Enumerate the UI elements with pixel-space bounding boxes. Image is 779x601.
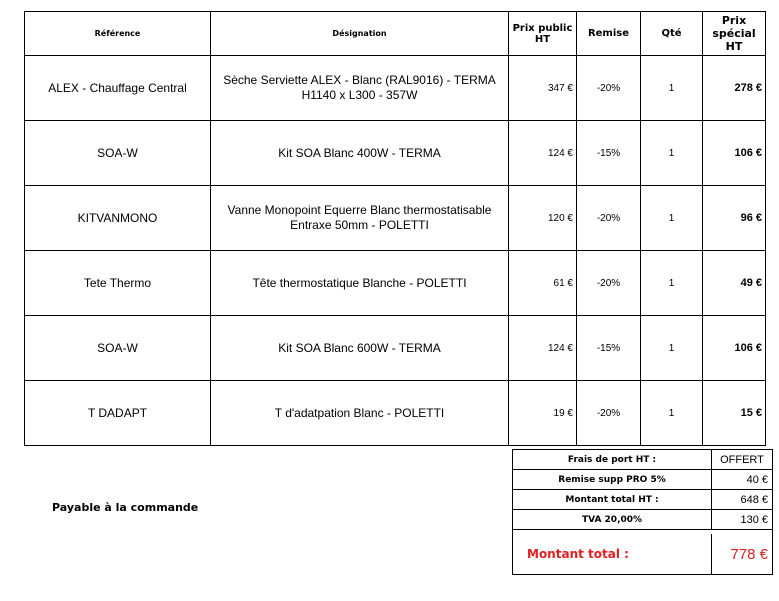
designation-line: Entraxe 50mm - POLETTI bbox=[290, 218, 429, 232]
cell-prix-public: 124 € bbox=[509, 316, 577, 381]
cell-qte: 1 bbox=[641, 56, 703, 121]
table-row bbox=[25, 316, 766, 381]
cell-remise: -20% bbox=[577, 56, 641, 121]
cell-remise: -20% bbox=[577, 381, 641, 446]
cell-reference: Tete Thermo bbox=[25, 251, 211, 316]
tva-value: 130 € bbox=[712, 510, 773, 530]
remise-supp-label: Remise supp PRO 5% bbox=[513, 470, 712, 490]
designation-line: Vanne Monopoint Equerre Blanc thermostatisable bbox=[227, 203, 492, 217]
totals-row-montant-ht bbox=[513, 490, 773, 510]
cell-prix-special: 278 € bbox=[703, 56, 766, 121]
designation-line: Sèche Serviette ALEX - Blanc (RAL9016) - TERMA bbox=[223, 73, 496, 87]
cell-remise: -20% bbox=[577, 251, 641, 316]
cell-remise: -20% bbox=[577, 186, 641, 251]
montant-ht-label: Montant total HT : bbox=[513, 490, 712, 510]
cell-reference: KITVANMONO bbox=[25, 186, 211, 251]
payment-note: Payable à la commande bbox=[52, 501, 199, 514]
cell-designation bbox=[211, 121, 509, 186]
cell-qte: 1 bbox=[641, 121, 703, 186]
header-designation: Désignation bbox=[211, 12, 509, 56]
cell-remise: -15% bbox=[577, 121, 641, 186]
frais-port-label: Frais de port HT : bbox=[513, 450, 712, 470]
header-row bbox=[25, 12, 766, 56]
cell-prix-public: 120 € bbox=[509, 186, 577, 251]
cell-qte: 1 bbox=[641, 251, 703, 316]
grand-total-value: 778 € bbox=[712, 534, 773, 575]
quote-table bbox=[24, 11, 766, 446]
cell-prix-special: 96 € bbox=[703, 186, 766, 251]
tva-label: TVA 20,00% bbox=[513, 510, 712, 530]
cell-remise: -15% bbox=[577, 316, 641, 381]
header-reference: Référence bbox=[25, 12, 211, 56]
cell-reference: T DADAPT bbox=[25, 381, 211, 446]
totals-row-remise-supp bbox=[513, 470, 773, 490]
designation-line: Tête thermostatique Blanche - POLETTI bbox=[252, 275, 467, 290]
cell-designation bbox=[211, 316, 509, 381]
totals-table bbox=[512, 449, 773, 575]
table-row bbox=[25, 121, 766, 186]
cell-reference: ALEX - Chauffage Central bbox=[25, 56, 211, 121]
cell-reference: SOA-W bbox=[25, 316, 211, 381]
frais-port-value: OFFERT bbox=[712, 450, 773, 470]
cell-prix-special: 106 € bbox=[703, 121, 766, 186]
cell-prix-public: 347 € bbox=[509, 56, 577, 121]
cell-qte: 1 bbox=[641, 316, 703, 381]
designation-line: Kit SOA Blanc 600W - TERMA bbox=[278, 340, 441, 355]
cell-reference: SOA-W bbox=[25, 121, 211, 186]
cell-designation bbox=[211, 381, 509, 446]
grand-total-label: Montant total : bbox=[513, 534, 712, 575]
totals-row-frais-port bbox=[513, 450, 773, 470]
header-prix-special: Prix spécial HT bbox=[703, 12, 766, 56]
header-prix-public: Prix public HT bbox=[509, 12, 577, 56]
cell-prix-special: 15 € bbox=[703, 381, 766, 446]
cell-prix-special: 49 € bbox=[703, 251, 766, 316]
cell-designation bbox=[211, 251, 509, 316]
cell-prix-public: 19 € bbox=[509, 381, 577, 446]
designation-line: Kit SOA Blanc 400W - TERMA bbox=[278, 145, 441, 160]
cell-prix-special: 106 € bbox=[703, 316, 766, 381]
totals-row-grand-total bbox=[513, 534, 773, 575]
cell-prix-public: 61 € bbox=[509, 251, 577, 316]
table-row bbox=[25, 381, 766, 446]
header-qte: Qté bbox=[641, 12, 703, 56]
cell-designation bbox=[211, 186, 509, 251]
table-row bbox=[25, 186, 766, 251]
table-row bbox=[25, 251, 766, 316]
header-remise: Remise bbox=[577, 12, 641, 56]
cell-qte: 1 bbox=[641, 186, 703, 251]
cell-prix-public: 124 € bbox=[509, 121, 577, 186]
remise-supp-value: 40 € bbox=[712, 470, 773, 490]
montant-ht-value: 648 € bbox=[712, 490, 773, 510]
cell-designation bbox=[211, 56, 509, 121]
totals-row-tva bbox=[513, 510, 773, 530]
cell-qte: 1 bbox=[641, 381, 703, 446]
designation-line: H1140 x L300 - 357W bbox=[301, 88, 418, 102]
designation-line: T d'adatpation Blanc - POLETTI bbox=[274, 405, 445, 420]
table-row bbox=[25, 56, 766, 121]
